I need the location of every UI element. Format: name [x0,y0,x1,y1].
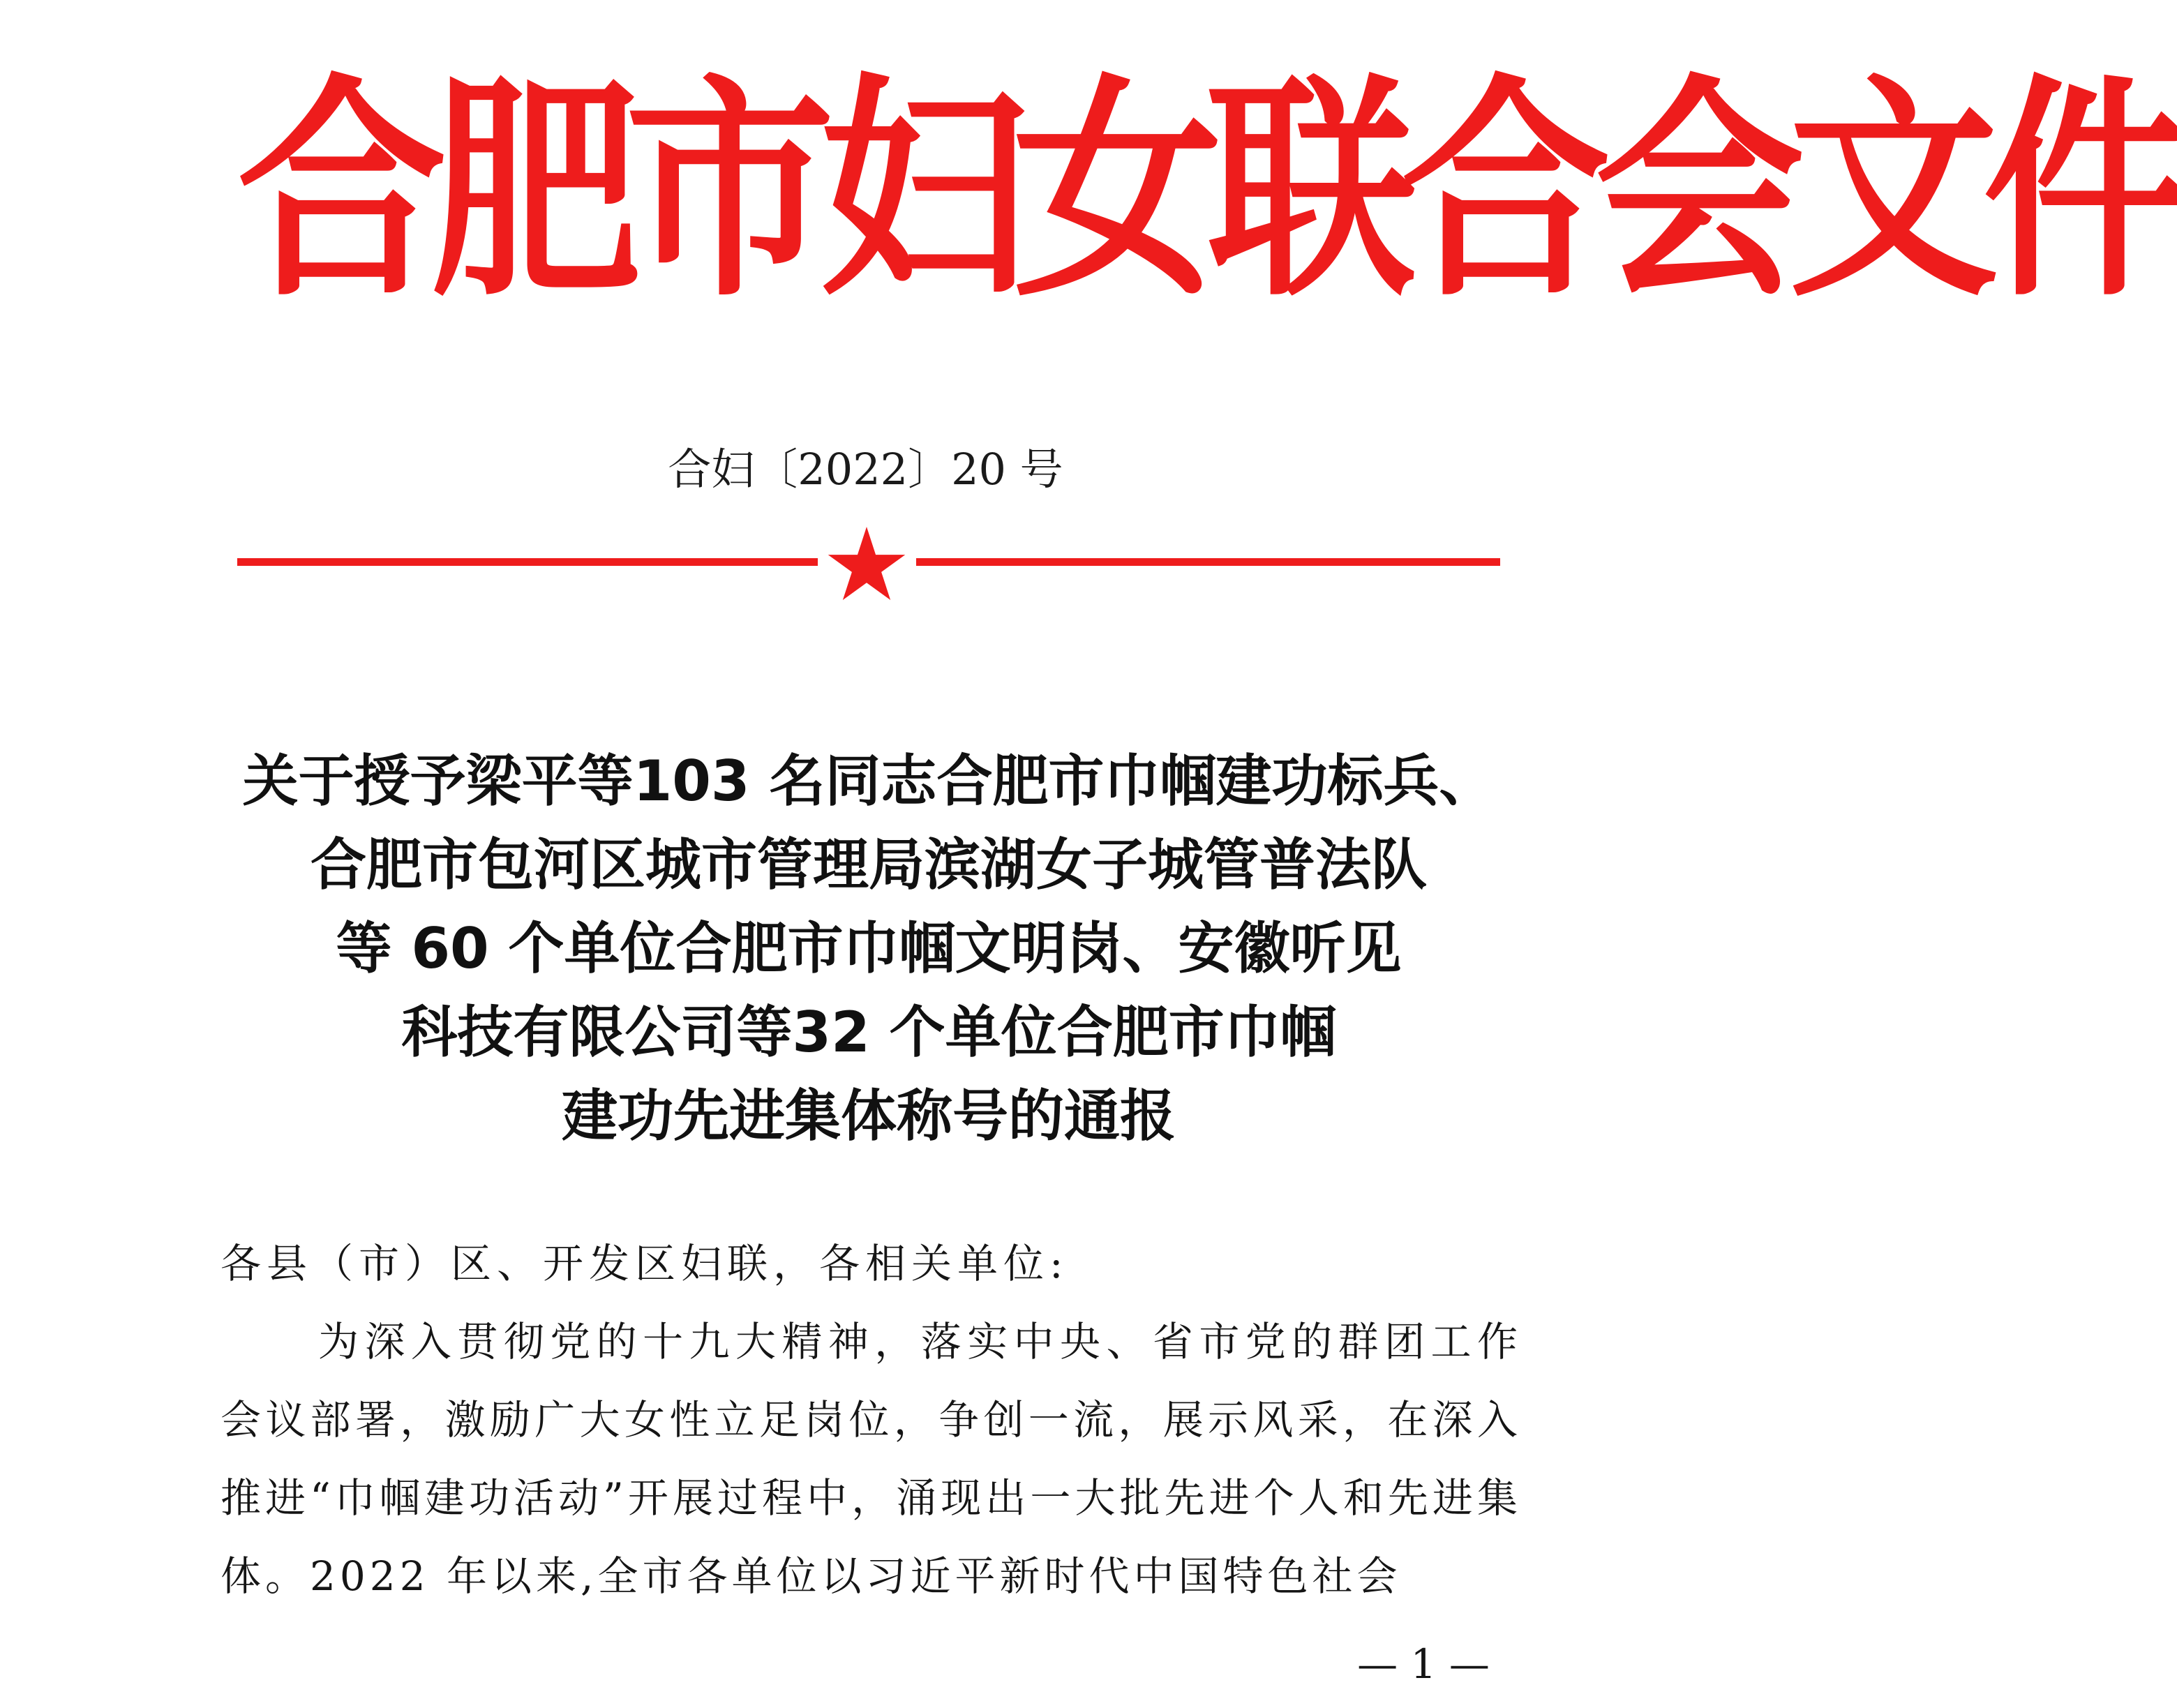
document-body [220,1224,1522,1615]
red-star-icon [828,527,906,600]
title-line: 合肥市包河区城市管理局滨湖女子城管普法队 [311,832,1427,897]
notice-title [209,740,1528,1158]
title-line: 建功先进集体称号的通报 [562,1084,1176,1148]
title-line: 关于授予梁平等103 名同志合肥市巾帼建功标兵、 [242,749,1495,814]
masthead-title: 合肥市妇女联合会文件 [237,55,2177,329]
divider-line-right [916,558,1500,566]
red-divider [237,527,1500,597]
document-number: 合妇〔2022〕20 号 [668,444,1063,495]
title-line: 等 60 个单位合肥市巾帼文明岗、安徽听见 [336,916,1402,981]
title-line: 科技有限公司等32 个单位合肥市巾帼 [401,1000,1336,1065]
divider-line-left [237,558,818,566]
page-number: — 1 — [1357,1640,1490,1688]
salutation: 各县（市）区、开发区妇联，各相关单位: [220,1240,1069,1287]
body-paragraph: 为深入贯彻党的十九大精神，落实中央、省市党的群团工作会议部署，激励广大女性立足岗位，争创一流，展示风采，在深入推进“巾帼建功活动”开展过程中，涌现出一大批先进个人和先进集体。2022 年以来,全市各单位以习近平新时代中国特色社会 [220,1318,1522,1600]
